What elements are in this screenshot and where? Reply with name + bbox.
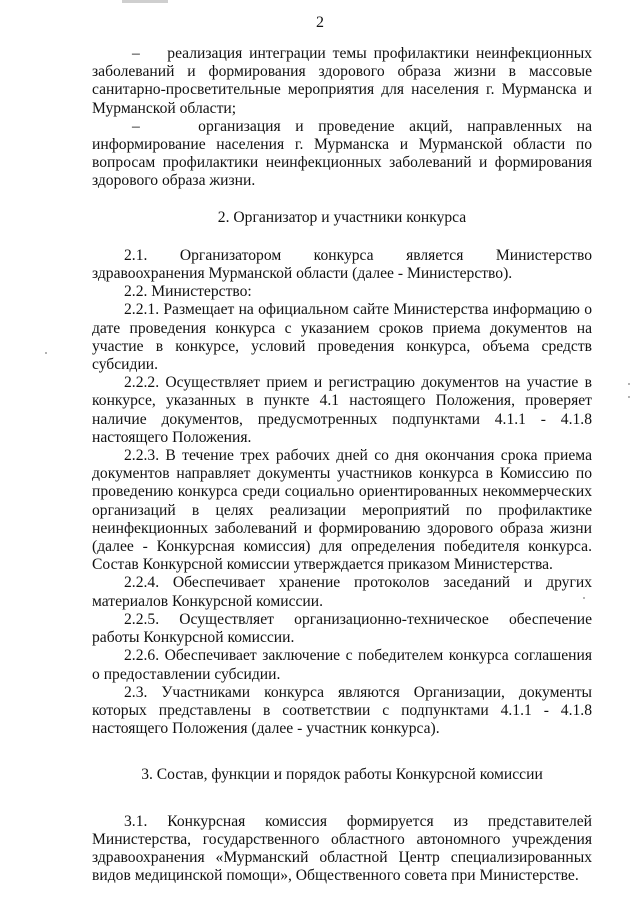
paragraph-2-2: 2.2. Министерство:	[124, 283, 252, 301]
document-body	[92, 45, 592, 885]
paragraph-2-1: 2.1. Организатором конкурса является Министерство здравоохранения Мурманской области (далее - Министерство).	[92, 246, 592, 283]
scan-speck	[628, 383, 630, 385]
scan-edge-mark	[122, 0, 168, 3]
paragraph-2-2-5: 2.2.5. Осуществляет организационно-техническое обеспечение работы Конкурсной комиссии.	[92, 610, 592, 647]
paragraph-2-2-1: 2.2.1. Размещает на официальном сайте Министерства информацию о дате проведения конкурса с указанием сроков приема документов на участие в конкурсе, условий проведения конкурса, объема средств субсидии.	[92, 301, 592, 374]
section-2-heading: 2. Организатор и участники конкурса	[217, 208, 467, 226]
spacer	[92, 227, 592, 247]
spacer	[92, 191, 592, 209]
intro-bullet-2: – организация и проведение акций, направленных на информирование населения г. Мурманска и Мурманской области по вопросам профилактики неинфекционных заболеваний и формирования здорового образа жизни.	[92, 117, 592, 190]
intro-bullet-1: – реализация интеграции темы профилактики неинфекционных заболеваний и формирования здорового образа жизни в массовые санитарно-просветительные мероприятия для населения г. Мурманска и Мурманской области;	[92, 45, 592, 117]
spacer	[92, 738, 592, 766]
scan-speck	[583, 597, 585, 599]
paragraph-2-2-2: 2.2.2. Осуществляет прием и регистрацию документов на участие в конкурсе, указанных в пункте 4.1 настоящего Положения, проверяет наличие документов, предусмотренных подпунктами 4.1.1 - 4.1.8 настоящего Положения.	[92, 374, 592, 446]
paragraph-2-2-6: 2.2.6. Обеспечивает заключение с победителем конкурса соглашения о предоставлении субсидии.	[92, 647, 592, 683]
paragraph-3-1: 3.1. Конкурсная комиссия формируется из представителей Министерства, государственного областного автономного учреждения здравоохранения «Мурманский областной Центр специализированных видов медицинской помощи», Общественного совета при Министерстве.	[92, 812, 592, 885]
spacer	[92, 785, 592, 813]
section-3-heading: 3. Состав, функции и порядок работы Конкурсной комиссии	[141, 766, 543, 784]
paragraph-2-2-4: 2.2.4. Обеспечивает хранение протоколов заседаний и других материалов Конкурсной комиссии.	[92, 574, 592, 610]
scan-speck	[45, 352, 47, 354]
page-number: 2	[316, 14, 324, 31]
scan-speck	[628, 396, 630, 398]
paragraph-2-3: 2.3. Участниками конкурса являются Организации, документы которых представлены в соответствии с подпунктами 4.1.1 - 4.1.8 настоящего Положения (далее - участник конкурса).	[92, 683, 592, 738]
paragraph-2-2-3: 2.2.3. В течение трех рабочих дней со дня окончания срока приема документов направляет документы участников конкурса в Комиссию по проведению конкурса среди социально ориентированных некоммерческих организаций в целях реализации мероприятий по профилактике неинфекционных заболеваний и формированию здорового образа жизни (далее - Конкурсная комиссия) для определения победителя конкурса. Состав Конкурсной комиссии утверждается приказом Министерства.	[92, 447, 592, 574]
